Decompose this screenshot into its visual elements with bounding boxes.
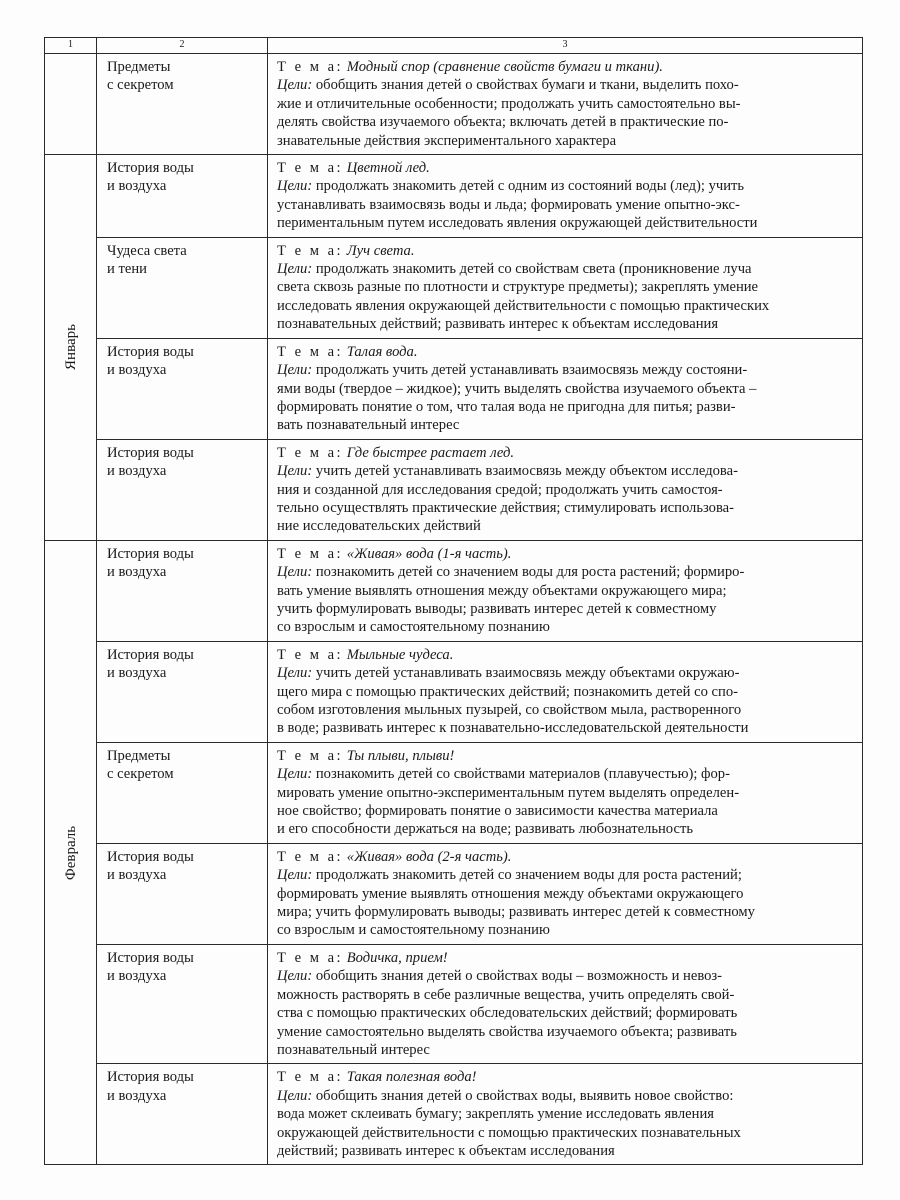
goal-line xyxy=(277,967,854,985)
section-name-line: и воздуха xyxy=(107,362,167,379)
goal-text: обобщить знания детей о свойствах воды, выявить новое свойство: xyxy=(315,1087,734,1104)
goal-line xyxy=(277,1041,854,1059)
plan-body xyxy=(45,38,863,1165)
section-name-line: Предметы xyxy=(107,747,171,764)
goal-text: со взрослым и самостоятельному познанию xyxy=(277,922,550,939)
topic-cell xyxy=(268,155,863,238)
topic-label: Т е м а: xyxy=(277,848,344,865)
goal-text: обобщить знания детей о свойствах бумаги и ткани, выделить похо- xyxy=(315,77,739,94)
goal-line xyxy=(277,380,854,398)
plan-row xyxy=(45,843,863,944)
goal-text: собом изготовления мыльных пузырей, со свойством мыла, растворенного xyxy=(277,702,742,718)
section-name-line: История воды xyxy=(107,949,194,966)
column-number: 1 xyxy=(45,38,97,54)
section-name-line: и воздуха xyxy=(107,178,167,195)
goal-line xyxy=(277,600,854,618)
plan-row xyxy=(45,742,863,843)
goal-text: окружающей действительности с помощью практических познавательных xyxy=(277,1124,741,1141)
topic-label: Т е м а: xyxy=(277,242,344,259)
topic-title: Модный спор (сравнение свойств бумаги и ткани). xyxy=(346,59,663,75)
topic-cell xyxy=(268,641,863,742)
section-cell xyxy=(97,641,268,742)
goal-line xyxy=(277,278,854,296)
topic-cell xyxy=(268,338,863,439)
goal-text: ями воды (твердое – жидкое); учить выделять свойства изучаемого объекта – xyxy=(277,380,757,397)
goal-text: умение самостоятельно выделять свойства изучаемого объекта; развивать xyxy=(277,1023,737,1040)
section-cell xyxy=(97,944,268,1063)
goal-line xyxy=(277,132,854,150)
goal-line xyxy=(277,214,854,232)
plan-row xyxy=(45,944,863,1063)
plan-row xyxy=(45,338,863,439)
section-cell xyxy=(97,843,268,944)
month-cell xyxy=(45,540,97,1165)
goals-label: Цели: xyxy=(277,867,313,884)
goal-text: познакомить детей со значением воды для роста растений; формиро- xyxy=(315,564,745,581)
goal-text: со взрослым и самостоятельному познанию xyxy=(277,619,550,636)
goals-label: Цели: xyxy=(277,77,313,94)
section-name-line: и тени xyxy=(107,261,147,278)
topic-line xyxy=(277,444,854,462)
topic-label: Т е м а: xyxy=(277,444,344,461)
topic-line xyxy=(277,646,854,664)
goal-line xyxy=(277,921,854,939)
section-name-line: и воздуха xyxy=(107,665,167,682)
topic-line xyxy=(277,848,854,866)
goal-line xyxy=(277,113,854,131)
goal-text: продолжать знакомить детей со значением воды для роста растений; xyxy=(315,867,742,884)
topic-cell xyxy=(268,439,863,540)
section-name-line: История воды xyxy=(107,545,194,562)
goals-label: Цели: xyxy=(277,463,313,480)
section-name-line: и воздуха xyxy=(107,968,167,985)
goal-text: учить детей устанавливать взаимосвязь между объектом исследова- xyxy=(315,463,738,480)
topic-cell xyxy=(268,1064,863,1165)
goal-text: познавательный интерес xyxy=(277,1041,430,1058)
section-name-line: История воды xyxy=(107,1069,194,1086)
topic-title: Луч света. xyxy=(346,242,415,259)
section-name-line: История воды xyxy=(107,444,194,461)
goal-line xyxy=(277,297,854,315)
goal-text: учить формулировать выводы; развивать интерес детей к совместному xyxy=(277,600,717,617)
goal-line xyxy=(277,563,854,581)
topic-cell xyxy=(268,944,863,1063)
goal-text: и его способности держаться на воде; развивать любознательность xyxy=(277,821,693,838)
goal-text: можность растворять в себе различные вещества, учить определять свой- xyxy=(277,986,735,1003)
topic-label: Т е м а: xyxy=(277,59,344,75)
goal-text: жие и отличительные особенности; продолжать учить самостоятельно вы- xyxy=(277,95,741,112)
goal-text: тельно осуществлять практические действия; стимулировать использова- xyxy=(277,499,735,516)
topic-line xyxy=(277,1068,854,1086)
goal-text: в воде; развивать интерес к познавательно-исследовательской деятельности xyxy=(277,720,749,737)
plan-row xyxy=(45,641,863,742)
column-number-row xyxy=(45,38,863,54)
section-name-line: и воздуха xyxy=(107,463,167,480)
goal-line xyxy=(277,1087,854,1105)
goals-label: Цели: xyxy=(277,766,313,783)
section-cell xyxy=(97,54,268,155)
goals-label: Цели: xyxy=(277,968,313,985)
section-cell xyxy=(97,439,268,540)
goal-line xyxy=(277,1004,854,1022)
goal-text: делять свойства изучаемого объекта; включать детей в практические по- xyxy=(277,114,729,131)
topic-cell xyxy=(268,843,863,944)
goal-text: мира; учить формулировать выводы; развивать интерес детей к совместному xyxy=(277,904,755,921)
goals-label: Цели: xyxy=(277,261,313,278)
goal-text: познакомить детей со свойствами материалов (плавучестью); фор- xyxy=(315,766,730,783)
goal-line xyxy=(277,1023,854,1041)
goal-text: ния и созданной для исследования средой; продолжать учить самостоя- xyxy=(277,481,723,498)
goal-text: формировать умение выявлять отношения между объектами окружающего xyxy=(277,885,744,902)
section-name-line: с секретом xyxy=(107,766,174,783)
goal-line xyxy=(277,462,854,480)
goal-line xyxy=(277,719,854,737)
goal-line xyxy=(277,416,854,434)
goal-line xyxy=(277,986,854,1004)
month-label: Февраль xyxy=(62,825,79,880)
goal-text: продолжать учить детей устанавливать взаимосвязь между состояни- xyxy=(315,362,748,379)
goal-line xyxy=(277,885,854,903)
topic-title: Ты плыви, плыви! xyxy=(346,747,455,764)
section-name-line: и воздуха xyxy=(107,1087,167,1104)
goal-line xyxy=(277,315,854,333)
topic-title: Мыльные чудеса. xyxy=(346,646,454,663)
goal-line xyxy=(277,517,854,535)
goal-text: периментальным путем исследовать явления окружающей действительности xyxy=(277,215,758,232)
goal-text: действий; развивать интерес к объектам исследования xyxy=(277,1142,615,1159)
goal-text: ние исследовательских действий xyxy=(277,518,481,535)
topic-cell xyxy=(268,540,863,641)
topic-line xyxy=(277,949,854,967)
topic-cell xyxy=(268,54,863,155)
section-cell xyxy=(97,155,268,238)
goal-line xyxy=(277,481,854,499)
goal-line xyxy=(277,802,854,820)
goal-line xyxy=(277,618,854,636)
section-cell xyxy=(97,540,268,641)
goal-text: вать умение выявлять отношения между объектами окружающего мира; xyxy=(277,582,727,599)
plan-row xyxy=(45,1064,863,1165)
section-cell xyxy=(97,237,268,338)
topic-title: Такая полезная вода! xyxy=(346,1069,477,1086)
goal-text: устанавливать взаимосвязь воды и льда; формировать умение опытно-экс- xyxy=(277,196,740,213)
topic-label: Т е м а: xyxy=(277,949,344,966)
goal-line xyxy=(277,76,854,94)
goal-text: обобщить знания детей о свойствах воды – возможность и невоз- xyxy=(315,968,723,985)
month-label: Январь xyxy=(62,324,79,371)
section-name-line: История воды xyxy=(107,848,194,865)
topic-title: Водичка, прием! xyxy=(346,949,448,966)
goal-line xyxy=(277,95,854,113)
goals-label: Цели: xyxy=(277,665,313,682)
goal-line xyxy=(277,361,854,379)
column-number: 3 xyxy=(268,38,863,54)
section-cell xyxy=(97,742,268,843)
section-name-line: Чудеса света xyxy=(107,242,187,259)
topic-label: Т е м а: xyxy=(277,160,344,177)
goal-line xyxy=(277,765,854,783)
goal-line xyxy=(277,398,854,416)
goal-line xyxy=(277,1142,854,1160)
goal-line xyxy=(277,177,854,195)
goal-line xyxy=(277,1124,854,1142)
section-name-line: и воздуха xyxy=(107,867,167,884)
goal-line xyxy=(277,499,854,517)
section-cell xyxy=(97,1064,268,1165)
topic-label: Т е м а: xyxy=(277,747,344,764)
section-name-line: Предметы xyxy=(107,59,171,75)
plan-row xyxy=(45,540,863,641)
goal-text: света сквозь разные по плотности и структуре предметы); закреплять умение xyxy=(277,279,759,296)
goals-label: Цели: xyxy=(277,362,313,379)
goal-text: вода может склеивать бумагу; закреплять умение исследовать явления xyxy=(277,1106,714,1123)
topic-line xyxy=(277,242,854,260)
topic-cell xyxy=(268,237,863,338)
goal-text: учить детей устанавливать взаимосвязь между объектами окружаю- xyxy=(315,665,740,682)
goal-text: мировать умение опытно-экспериментальным путем выделять определен- xyxy=(277,784,740,801)
goal-text: ства с помощью практических обследовательских действий; формировать xyxy=(277,1005,738,1022)
goal-line xyxy=(277,664,854,682)
month-cell xyxy=(45,155,97,541)
goal-line xyxy=(277,260,854,278)
goal-text: знавательные действия экспериментального характера xyxy=(277,132,617,149)
topic-label: Т е м а: xyxy=(277,1069,344,1086)
section-name-line: История воды xyxy=(107,646,194,663)
goals-label: Цели: xyxy=(277,564,313,581)
goal-text: ное свойство; формировать понятие о зависимости качества материала xyxy=(277,803,718,820)
goal-line xyxy=(277,701,854,719)
topic-title: «Живая» вода (1-я часть). xyxy=(346,545,512,562)
goal-text: щего мира с помощью практических действий; познакомить детей со спо- xyxy=(277,683,738,700)
goal-text: исследовать явления окружающей действительности с помощью практических xyxy=(277,297,770,314)
section-name-line: с секретом xyxy=(107,77,174,94)
goals-label: Цели: xyxy=(277,178,313,195)
topic-title: «Живая» вода (2-я часть). xyxy=(346,848,512,865)
goal-line xyxy=(277,1105,854,1123)
goal-line xyxy=(277,866,854,884)
section-name-line: История воды xyxy=(107,343,194,360)
topic-line xyxy=(277,159,854,177)
goal-text: познавательных действий; развивать интерес к объектам исследования xyxy=(277,316,719,333)
plan-row xyxy=(45,439,863,540)
goal-line xyxy=(277,820,854,838)
plan-row xyxy=(45,54,863,155)
goals-label: Цели: xyxy=(277,1087,313,1104)
plan-row xyxy=(45,155,863,238)
goal-text: вать познавательный интерес xyxy=(277,417,460,434)
goal-text: продолжать знакомить детей со свойствам света (проникновение луча xyxy=(315,261,752,278)
topic-line xyxy=(277,58,854,76)
topic-title: Где быстрее растает лед. xyxy=(346,444,515,461)
plan-row xyxy=(45,237,863,338)
goal-text: формировать понятие о том, что талая вода не пригодна для питья; разви- xyxy=(277,398,736,415)
column-number: 2 xyxy=(97,38,268,54)
goal-line xyxy=(277,582,854,600)
goal-line xyxy=(277,683,854,701)
topic-title: Цветной лед. xyxy=(346,160,430,177)
activity-plan-table xyxy=(44,37,863,1165)
topic-title: Талая вода. xyxy=(346,343,418,360)
topic-cell xyxy=(268,742,863,843)
goal-text: продолжать знакомить детей с одним из состояний воды (лед); учить xyxy=(315,178,745,195)
goal-line xyxy=(277,784,854,802)
goal-line xyxy=(277,903,854,921)
topic-line xyxy=(277,545,854,563)
topic-line xyxy=(277,747,854,765)
goal-line xyxy=(277,196,854,214)
section-name-line: История воды xyxy=(107,160,194,177)
topic-label: Т е м а: xyxy=(277,343,344,360)
topic-line xyxy=(277,343,854,361)
topic-label: Т е м а: xyxy=(277,646,344,663)
month-cell xyxy=(45,54,97,155)
section-cell xyxy=(97,338,268,439)
topic-label: Т е м а: xyxy=(277,545,344,562)
section-name-line: и воздуха xyxy=(107,564,167,581)
